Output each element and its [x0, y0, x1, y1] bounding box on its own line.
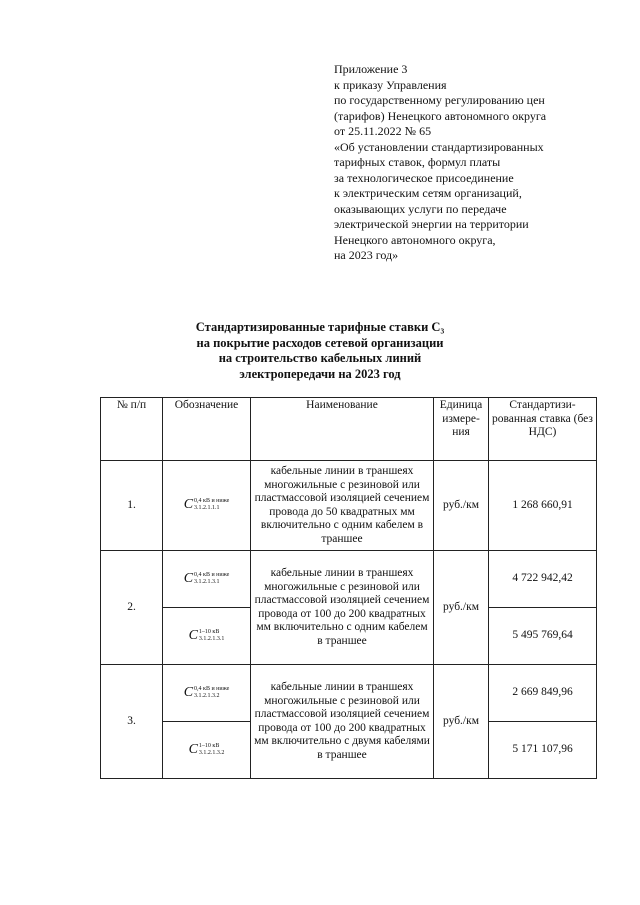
row-number: 3.	[101, 665, 163, 779]
rate-symbol	[163, 608, 251, 665]
symbol-letter: C	[183, 497, 194, 513]
symbol-scripts	[194, 498, 229, 512]
header-rate: Стандартизи-рованная ставка (без НДС)	[489, 398, 597, 461]
symbol-subscript: 3.1.2.1.1.1	[194, 505, 220, 512]
symbol-scripts	[199, 743, 225, 757]
symbol-superscript: 0,4 кВ и ниже	[194, 685, 230, 692]
header-unit: Единица измере-ния	[434, 398, 489, 461]
table-header-row	[101, 398, 597, 461]
header-symbol: Обозначение	[163, 398, 251, 461]
symbol-subscript: 3.1.2.1.3.2	[194, 692, 220, 699]
symbol-formula	[189, 743, 225, 757]
title-line: на строительство кабельных линий	[218, 351, 422, 365]
row-unit: руб./км	[434, 665, 489, 779]
row-unit: руб./км	[434, 551, 489, 665]
rate-symbol	[163, 461, 251, 551]
header-num: № п/п	[101, 398, 163, 461]
appendix-line: «Об установлении стандартизированных	[334, 139, 544, 154]
appendix-line: тарифных ставок, формул платы	[334, 155, 501, 169]
appendix-header	[334, 62, 634, 264]
rate-value: 2 669 849,96	[489, 665, 597, 722]
rate-value: 5 495 769,64	[489, 608, 597, 665]
appendix-line: от 25.11.2022 № 65	[334, 124, 432, 138]
symbol-subscript: 3.1.2.1.3.2	[198, 749, 225, 756]
row-number: 1.	[101, 461, 163, 551]
rate-symbol	[163, 551, 251, 608]
appendix-line: оказывающих услуги по передаче	[334, 201, 507, 216]
symbol-formula	[184, 572, 230, 586]
row-number: 2.	[101, 551, 163, 665]
appendix-line: к приказу Управления	[334, 77, 447, 92]
rate-symbol	[163, 665, 251, 722]
rate-value: 5 171 107,96	[489, 722, 597, 779]
symbol-subscript: 3.1.2.1.3.1	[194, 578, 220, 585]
symbol-letter: C	[188, 741, 198, 757]
row-unit: руб./км	[434, 461, 489, 551]
symbol-letter: C	[188, 627, 198, 643]
symbol-formula	[189, 629, 225, 643]
appendix-line: за технологическое присоединение	[334, 170, 514, 185]
title-line: на покрытие расходов сетевой организации	[196, 335, 444, 350]
appendix-line: электрической энергии на территории	[334, 217, 529, 231]
symbol-superscript: 0,4 кВ и ниже	[194, 498, 230, 505]
symbol-formula	[184, 686, 230, 700]
row-description: кабельные линии в траншеях многожильные с резиновой или пластмассовой изоляцией сечением провода до 50 квадратных мм включительно с одним кабелем в траншее	[251, 461, 434, 551]
symbol-superscript: 1–10 кВ	[198, 628, 220, 635]
appendix-line: на 2023 год»	[334, 248, 399, 262]
symbol-scripts	[194, 686, 229, 700]
document-title	[120, 320, 520, 382]
title-line: электропередачи на 2023 год	[239, 366, 401, 381]
symbol-formula	[184, 498, 230, 512]
rate-value: 1 268 660,91	[489, 461, 597, 551]
title-line: Стандартизированные тарифные ставки С₃	[195, 320, 445, 334]
row-description: кабельные линии в траншеях многожильные с резиновой или пластмассовой изоляцией сечением провода от 100 до 200 квадратных мм включительно с двумя кабелями в траншее	[251, 665, 434, 779]
symbol-scripts	[199, 629, 225, 643]
table-row	[101, 665, 597, 722]
table-row	[101, 551, 597, 608]
symbol-scripts	[194, 572, 229, 586]
symbol-superscript: 0,4 кВ и ниже	[194, 571, 230, 578]
table-row	[101, 461, 597, 551]
header-name: Наименование	[251, 398, 434, 461]
symbol-letter: C	[183, 684, 194, 700]
symbol-subscript: 3.1.2.1.3.1	[198, 635, 225, 642]
rate-symbol	[163, 722, 251, 779]
row-description: кабельные линии в траншеях многожильные с резиновой или пластмассовой изоляцией сечением провода от 100 до 200 квадратных мм включительно с одним кабелем в траншее	[251, 551, 434, 665]
symbol-superscript: 1–10 кВ	[198, 742, 220, 749]
appendix-line: Приложение 3	[334, 62, 408, 76]
appendix-line: (тарифов) Ненецкого автономного округа	[334, 108, 547, 123]
appendix-line: Ненецкого автономного округа,	[334, 232, 496, 247]
appendix-line: по государственному регулированию цен	[334, 93, 545, 107]
tariff-rates-table	[100, 397, 597, 779]
symbol-letter: C	[183, 570, 194, 586]
rate-value: 4 722 942,42	[489, 551, 597, 608]
appendix-line: к электрическим сетям организаций,	[334, 186, 522, 200]
